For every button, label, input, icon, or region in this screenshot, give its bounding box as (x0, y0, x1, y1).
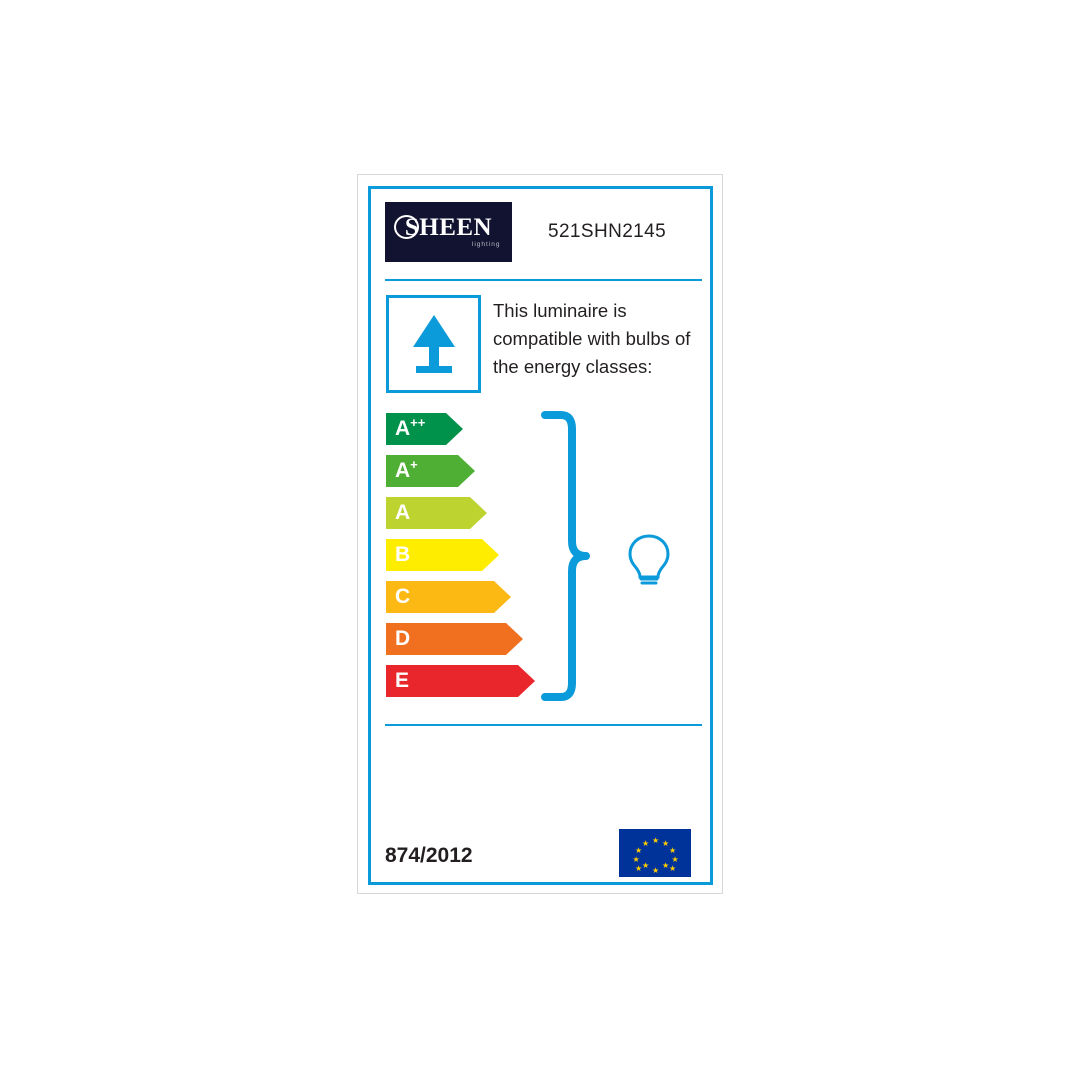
brand-oval-accent (394, 215, 419, 239)
lamp-icon-box (386, 295, 481, 393)
brand-tagline: lighting (471, 241, 501, 248)
compatibility-text: This luminaire is compatible with bulbs of the energy classes: (493, 300, 691, 377)
european-union-flag: ★ ★ ★ ★ ★ ★ ★ ★ ★ ★ ★ ★ (619, 829, 691, 877)
energy-class-row (386, 497, 521, 529)
curly-brace (541, 411, 591, 701)
energy-class-label: A++ (395, 415, 426, 440)
energy-class-row (386, 623, 521, 655)
light-bulb-icon (621, 531, 677, 587)
energy-class-label: B (395, 543, 411, 566)
energy-class-label: A (395, 501, 411, 524)
label-header (385, 202, 703, 264)
energy-class-label: A+ (395, 457, 418, 482)
energy-class-row (386, 539, 521, 571)
energy-class-row (386, 581, 521, 613)
brand-name: SHEEN (404, 214, 493, 241)
energy-class-label: E (395, 669, 410, 692)
energy-class-label: D (395, 627, 411, 650)
brand-logo (385, 202, 512, 262)
energy-class-label: C (395, 585, 411, 608)
energy-label (368, 186, 713, 885)
regulation-number: 874/2012 (385, 844, 473, 867)
model-code: 521SHN2145 (548, 221, 667, 242)
energy-class-row (386, 413, 521, 445)
energy-class-row (386, 665, 521, 697)
energy-class-row (386, 455, 521, 487)
energy-class-list (386, 413, 521, 707)
table-lamp-icon (403, 311, 465, 377)
header-divider (385, 279, 702, 281)
bottom-divider (385, 724, 702, 726)
